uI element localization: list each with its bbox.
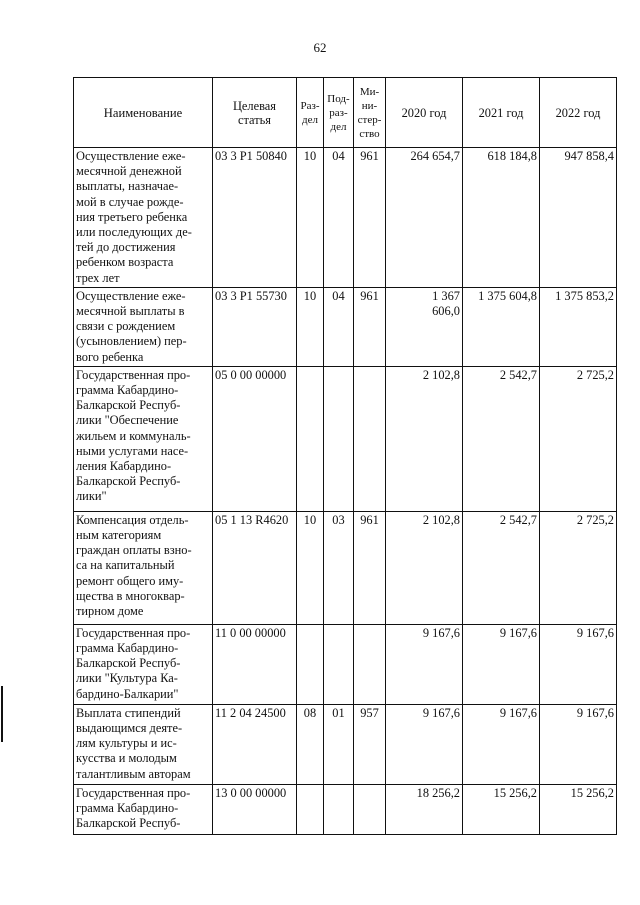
- cell-section: [297, 366, 324, 511]
- table-row: [74, 624, 617, 704]
- margin-mark: [1, 686, 3, 742]
- header-2021: 2021 год: [463, 78, 540, 148]
- cell-2021: 618 184,8: [463, 148, 540, 288]
- cell-2022: 2 725,2: [540, 366, 617, 511]
- cell-2020-line: 9 167,6: [422, 705, 460, 720]
- cell-name: [74, 287, 213, 366]
- cell-target-code: 11 2 04 24500: [213, 704, 297, 784]
- cell-subsection: [324, 366, 354, 511]
- header-target-line: статья: [237, 112, 271, 127]
- cell-name-line: лики": [76, 489, 107, 504]
- table-row: [74, 704, 617, 784]
- table-row: [74, 511, 617, 624]
- cell-name-line: Выплата стипендий: [76, 705, 181, 720]
- cell-2020: [386, 624, 463, 704]
- header-subsection-line: Под-: [327, 92, 350, 105]
- header-ministry: [354, 78, 386, 148]
- cell-name-line: грамма Кабардино-: [76, 383, 179, 398]
- cell-name-line: Балкарской Респуб-: [76, 474, 181, 489]
- cell-subsection: 04: [324, 287, 354, 366]
- table-header-row: [74, 78, 617, 148]
- cell-ministry: [354, 624, 386, 704]
- cell-target-code: 11 0 00 00000: [213, 624, 297, 704]
- cell-name-line: Балкарской Респуб-: [76, 398, 181, 413]
- cell-2022: 9 167,6: [540, 704, 617, 784]
- cell-2020-line: 1 367: [432, 288, 460, 303]
- table-row: [74, 784, 617, 834]
- cell-name-line: Балкарской Респуб-: [76, 816, 181, 831]
- cell-2020-line: 2 102,8: [422, 367, 460, 382]
- cell-name-line: или последующих де-: [76, 225, 192, 240]
- cell-ministry: [354, 784, 386, 834]
- cell-name: [74, 784, 213, 834]
- cell-2020: [386, 148, 463, 288]
- header-ministry-line: стер-: [357, 113, 382, 126]
- cell-subsection: 03: [324, 511, 354, 624]
- cell-name-line: Осуществление еже-: [76, 149, 186, 163]
- cell-name-line: выдающимся деяте-: [76, 721, 183, 736]
- cell-2021: 2 542,7: [463, 366, 540, 511]
- cell-subsection: [324, 784, 354, 834]
- cell-target-code: 13 0 00 00000: [213, 784, 297, 834]
- cell-2020: [386, 287, 463, 366]
- cell-2021: 2 542,7: [463, 511, 540, 624]
- cell-subsection: 04: [324, 148, 354, 288]
- header-2020: 2020 год: [386, 78, 463, 148]
- cell-name-line: лики "Культура Ка-: [76, 671, 178, 686]
- cell-2021: 9 167,6: [463, 704, 540, 784]
- cell-name: [74, 511, 213, 624]
- cell-section: 10: [297, 148, 324, 288]
- cell-name-line: ным категориям: [76, 528, 162, 543]
- cell-name-line: кусства и молодым: [76, 751, 177, 766]
- cell-2020-line: 9 167,6: [422, 625, 460, 640]
- cell-name-line: Осуществление еже-: [76, 288, 186, 303]
- cell-name-line: граждан оплаты взно-: [76, 543, 192, 558]
- budget-table: [73, 77, 617, 835]
- cell-name-line: лям культуры и ис-: [76, 736, 177, 751]
- cell-name: [74, 366, 213, 511]
- header-ministry-line: ство: [359, 127, 380, 140]
- header-target-line: Целевая: [232, 98, 277, 113]
- table-row: [74, 148, 617, 288]
- cell-2021: 1 375 604,8: [463, 287, 540, 366]
- cell-name-line: грамма Кабардино-: [76, 641, 179, 656]
- cell-name: [74, 704, 213, 784]
- cell-name-line: ными услугами насе-: [76, 443, 189, 458]
- cell-2021: 15 256,2: [463, 784, 540, 834]
- cell-2020-line: 2 102,8: [422, 512, 460, 527]
- cell-name-line: грамма Кабардино-: [76, 801, 179, 816]
- cell-name-line: ребенком возраста: [76, 255, 174, 270]
- header-target: [213, 78, 297, 148]
- cell-name-line: бардино-Балкарии": [76, 686, 179, 701]
- cell-name-line: талантливым авторам: [76, 766, 191, 781]
- cell-name-line: Государственная про-: [76, 785, 191, 800]
- cell-subsection: [324, 624, 354, 704]
- cell-name-line: Балкарской Респуб-: [76, 656, 181, 671]
- cell-name-line: вого ребенка: [76, 349, 144, 364]
- header-ministry-line: ни-: [361, 99, 378, 112]
- cell-2020-line: 264 654,7: [410, 149, 460, 163]
- cell-section: [297, 784, 324, 834]
- header-subsection-line: раз-: [329, 106, 348, 119]
- cell-section: 10: [297, 287, 324, 366]
- cell-name-line: (усыновлением) пер-: [76, 334, 187, 349]
- cell-name-line: выплаты, назначае-: [76, 179, 179, 194]
- cell-2020-line: 606,0: [432, 304, 460, 319]
- cell-2021: 9 167,6: [463, 624, 540, 704]
- cell-name-line: связи с рождением: [76, 319, 176, 334]
- header-section-line: дел: [302, 113, 318, 126]
- cell-name-line: ления Кабардино-: [76, 459, 172, 474]
- cell-2020: [386, 784, 463, 834]
- cell-name-line: ния третьего ребенка: [76, 209, 188, 224]
- cell-name-line: са на капитальный: [76, 558, 175, 573]
- header-ministry-line: Ми-: [359, 85, 380, 98]
- cell-2020: [386, 511, 463, 624]
- cell-name-line: Государственная про-: [76, 625, 191, 640]
- header-2022: 2022 год: [540, 78, 617, 148]
- cell-section: 10: [297, 511, 324, 624]
- cell-name-line: месячной денежной: [76, 164, 182, 179]
- cell-target-code: 05 1 13 R4620: [213, 511, 297, 624]
- cell-section: 08: [297, 704, 324, 784]
- table-body: [74, 148, 617, 835]
- cell-ministry: 961: [354, 287, 386, 366]
- cell-2020: [386, 704, 463, 784]
- cell-ministry: [354, 366, 386, 511]
- cell-name-line: лики "Обеспечение: [76, 413, 179, 428]
- header-section: [297, 78, 324, 148]
- cell-name-line: щества в многоквар-: [76, 588, 185, 603]
- cell-2022: 9 167,6: [540, 624, 617, 704]
- cell-name-line: тей до достижения: [76, 240, 176, 255]
- cell-subsection: 01: [324, 704, 354, 784]
- cell-name-line: трех лет: [76, 270, 120, 285]
- cell-2020-line: 18 256,2: [416, 785, 460, 800]
- page-number: 62: [313, 40, 327, 55]
- table-row: [74, 287, 617, 366]
- cell-name-line: жильем и коммуналь-: [76, 428, 191, 443]
- cell-name-line: Государственная про-: [76, 367, 191, 382]
- cell-name: [74, 624, 213, 704]
- cell-name: [74, 148, 213, 288]
- cell-2022: 947 858,4: [540, 148, 617, 288]
- cell-name-line: Компенсация отдель-: [76, 512, 189, 527]
- cell-name-line: ремонт общего иму-: [76, 573, 184, 588]
- cell-ministry: 957: [354, 704, 386, 784]
- header-subsection: [324, 78, 354, 148]
- cell-section: [297, 624, 324, 704]
- cell-2022: 1 375 853,2: [540, 287, 617, 366]
- cell-name-line: месячной выплаты в: [76, 304, 185, 319]
- table-row: [74, 366, 617, 511]
- cell-target-code: 03 3 P1 55730: [213, 287, 297, 366]
- cell-ministry: 961: [354, 511, 386, 624]
- cell-target-code: 05 0 00 00000: [213, 366, 297, 511]
- header-section-line: Раз-: [300, 99, 320, 112]
- cell-2022: 15 256,2: [540, 784, 617, 834]
- cell-2022: 2 725,2: [540, 511, 617, 624]
- cell-ministry: 961: [354, 148, 386, 288]
- cell-name-line: мой в случае рожде-: [76, 194, 184, 209]
- cell-name-line: тирном доме: [76, 604, 144, 619]
- header-name: Наименование: [74, 78, 213, 148]
- cell-2020: [386, 366, 463, 511]
- header-subsection-line: дел: [330, 120, 347, 133]
- cell-target-code: 03 3 P1 50840: [213, 148, 297, 288]
